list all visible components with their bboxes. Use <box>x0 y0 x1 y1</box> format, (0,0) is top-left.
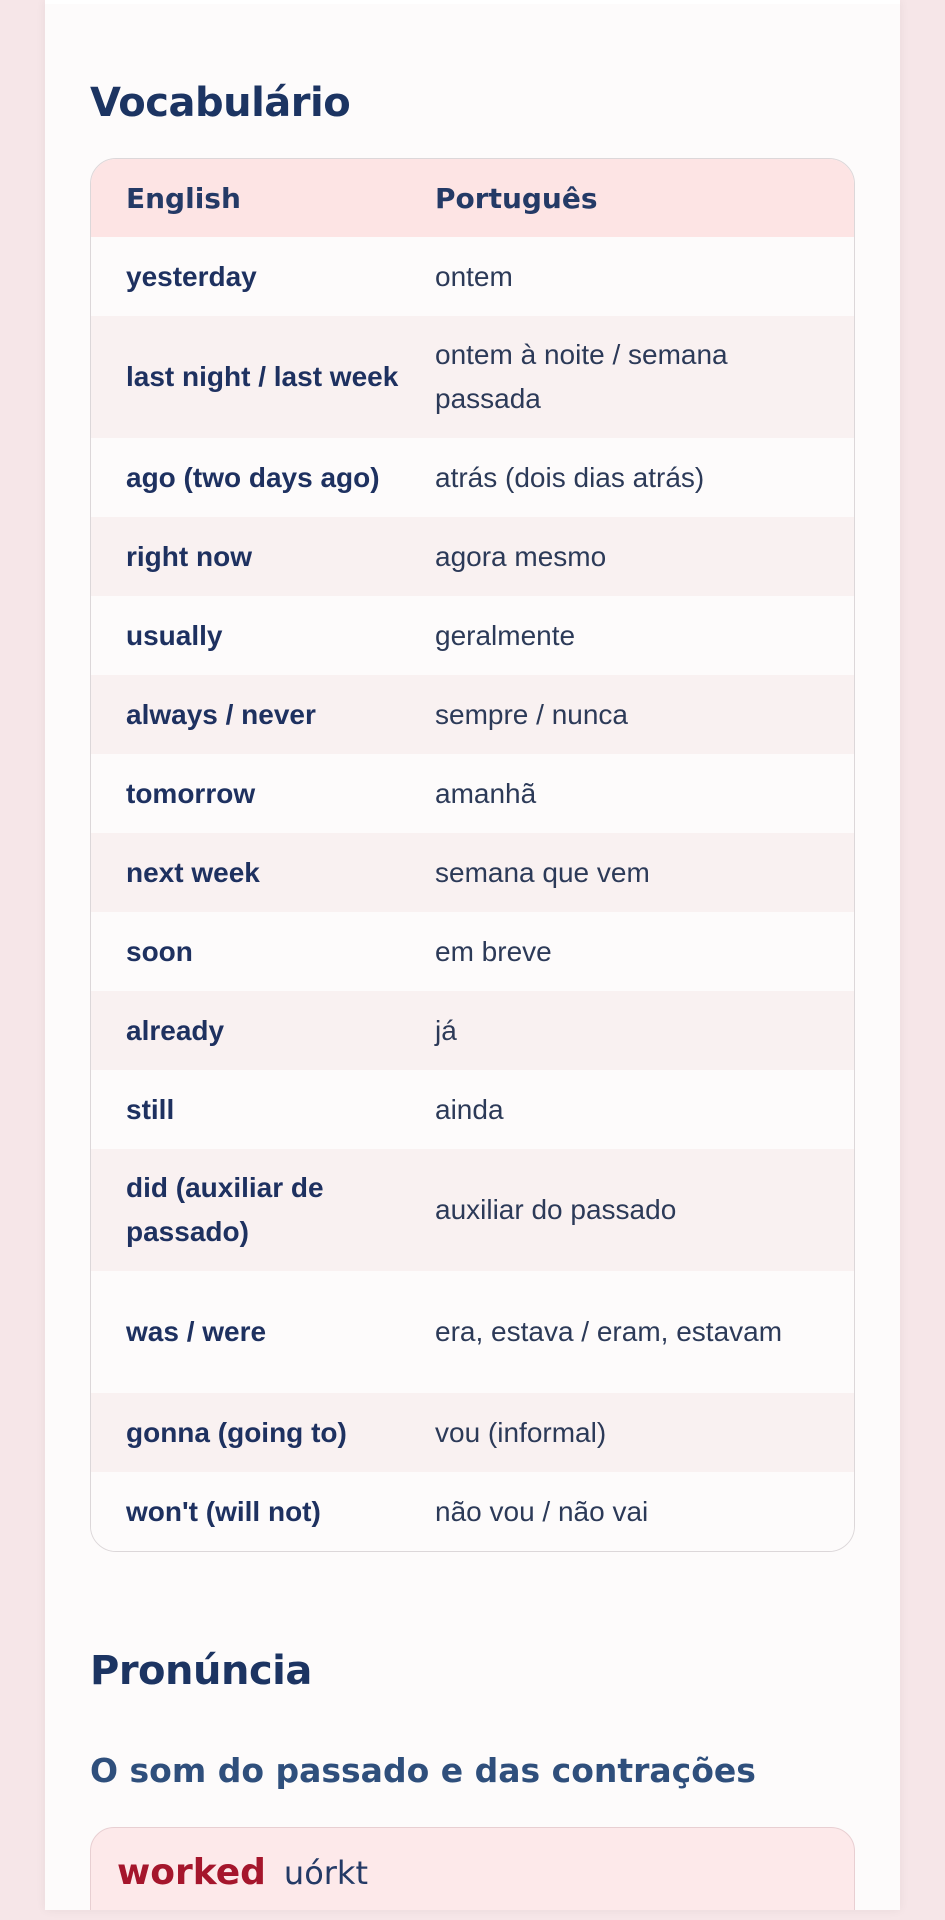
cell-portuguese: sempre / nunca <box>435 698 628 730</box>
cell-english: ago (two days ago) <box>126 461 380 493</box>
header-english: English <box>126 181 241 215</box>
cell-english: last night / last week <box>126 361 399 392</box>
cell-portuguese: agora mesmo <box>435 540 607 572</box>
cell-english: did (auxiliar de passado) <box>126 1172 324 1247</box>
cell-english: usually <box>126 619 223 651</box>
cell-portuguese: era, estava / eram, estavam <box>435 1316 783 1347</box>
cell-portuguese: geralmente <box>435 619 576 651</box>
table-row <box>91 675 854 754</box>
pronunciation-card <box>90 1827 855 1910</box>
cell-english: next week <box>126 856 260 888</box>
table-row <box>91 596 854 675</box>
table-row <box>91 754 854 833</box>
table-row <box>91 1070 854 1149</box>
vocab-table <box>90 158 855 1552</box>
table-row <box>91 438 854 517</box>
lesson-page <box>45 0 900 1910</box>
table-row <box>91 316 854 438</box>
table-row <box>91 237 854 316</box>
cell-portuguese: vou (informal) <box>435 1416 607 1448</box>
table-row <box>91 1472 854 1551</box>
cell-portuguese: não vou / não vai <box>435 1495 649 1527</box>
pronunciation-word: worked <box>117 1852 266 1893</box>
table-row <box>91 1149 854 1271</box>
vocab-table-body <box>91 237 854 1551</box>
cell-english: gonna (going to) <box>126 1416 347 1448</box>
cell-english: always / never <box>126 698 316 730</box>
table-row <box>91 1271 854 1393</box>
cell-portuguese: atrás (dois dias atrás) <box>435 461 705 493</box>
cell-english: yesterday <box>126 260 257 292</box>
cell-english: soon <box>126 935 193 967</box>
cell-portuguese: já <box>435 1014 457 1046</box>
table-row <box>91 517 854 596</box>
cell-portuguese: ainda <box>435 1093 504 1125</box>
cell-portuguese: ontem <box>435 260 513 292</box>
cell-english: tomorrow <box>126 777 256 809</box>
cell-portuguese: ontem à noite / semana passada <box>435 339 728 414</box>
cell-portuguese: semana que vem <box>435 856 650 888</box>
cell-portuguese: amanhã <box>435 777 537 809</box>
header-portuguese: Português <box>435 181 598 215</box>
cell-english: won't (will not) <box>126 1495 321 1527</box>
table-row <box>91 912 854 991</box>
cell-portuguese: auxiliar do passado <box>435 1194 677 1225</box>
pronunciation-subtitle: O som do passado e das contrações <box>90 1751 756 1790</box>
cell-english: was / were <box>126 1316 267 1347</box>
cell-english: right now <box>126 540 252 572</box>
table-row <box>91 991 854 1070</box>
pronunciation-sound: uórkt <box>283 1854 368 1892</box>
table-row <box>91 1393 854 1472</box>
cell-english: still <box>126 1093 175 1125</box>
cell-english: already <box>126 1014 225 1046</box>
vocab-title: Vocabulário <box>90 80 351 126</box>
pronunciation-title: Pronúncia <box>90 1648 312 1694</box>
cell-portuguese: em breve <box>435 935 552 967</box>
table-row <box>91 833 854 912</box>
vocab-table-header <box>91 159 854 237</box>
lesson-content <box>45 4 900 1910</box>
